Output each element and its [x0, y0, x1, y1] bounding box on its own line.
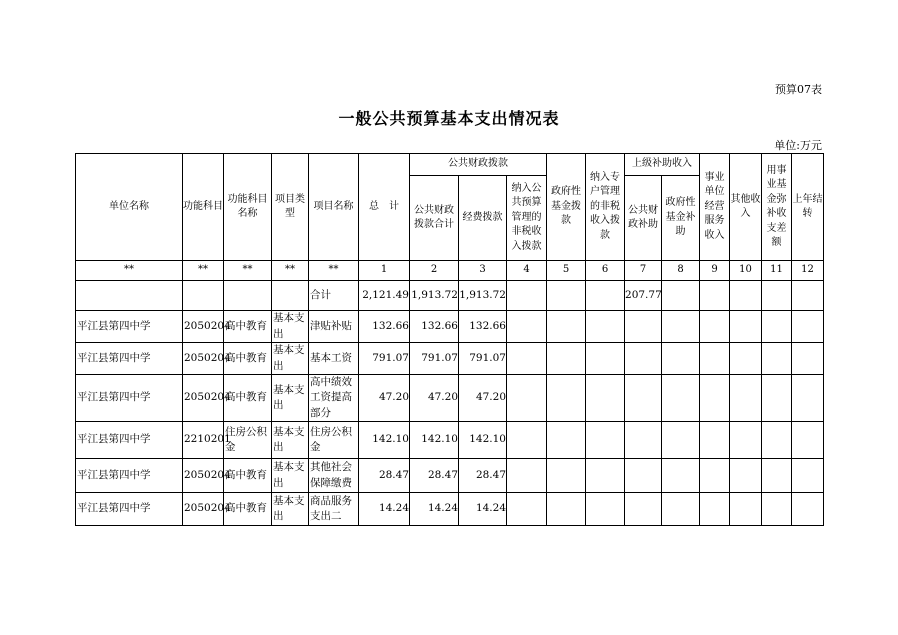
- unit-label: 单位:万元: [774, 139, 822, 152]
- row-unit: 平江县第四中学: [76, 422, 183, 459]
- row-total: 791.07: [359, 343, 410, 375]
- row-func-name: 住房公积金: [224, 422, 272, 459]
- row-type: 基本支出: [272, 422, 309, 459]
- row-unit: 平江县第四中学: [76, 311, 183, 343]
- row-type: 基本支出: [272, 375, 309, 422]
- header-gov-fund-subsidy: 政府性基金补助: [662, 176, 700, 261]
- index-cell: 11: [762, 261, 792, 281]
- index-cell: **: [272, 261, 309, 281]
- header-non-tax-mgmt: 纳入公共预算管理的非税收入拨款: [507, 176, 547, 261]
- row-total: 142.10: [359, 422, 410, 459]
- total-row: [76, 281, 824, 311]
- row-code: 2050204: [183, 375, 224, 422]
- row-func-name: 高中教育: [224, 343, 272, 375]
- row-operating: 142.10: [459, 422, 507, 459]
- row-total: 14.24: [359, 493, 410, 526]
- table-row: [76, 459, 824, 493]
- index-cell: 12: [792, 261, 824, 281]
- index-cell: 7: [625, 261, 662, 281]
- total-public-fiscal: 1,913.72: [410, 281, 459, 311]
- row-total: 28.47: [359, 459, 410, 493]
- header-superior-subsidy: 上级补助收入: [625, 154, 700, 176]
- header-public-fiscal-subsidy: 公共财政补助: [625, 176, 662, 261]
- header-func-code: 功能科目: [183, 154, 224, 261]
- header-item-type: 项目类型: [272, 154, 309, 261]
- header-total: 总 计: [359, 154, 410, 261]
- total-amount: 2,121.49: [359, 281, 410, 311]
- header-operating: 经费拨款: [459, 176, 507, 261]
- row-func-name: 高中教育: [224, 459, 272, 493]
- header-public-fiscal: 公共财政拨款: [410, 154, 547, 176]
- row-unit: 平江县第四中学: [76, 375, 183, 422]
- index-cell: **: [183, 261, 224, 281]
- header-last-year: 上年结转: [792, 154, 824, 261]
- row-public-total: 14.24: [410, 493, 459, 526]
- row-public-total: 142.10: [410, 422, 459, 459]
- row-type: 基本支出: [272, 459, 309, 493]
- row-item: 津贴补贴: [309, 311, 359, 343]
- total-operating: 1,913.72: [459, 281, 507, 311]
- table-row: [76, 343, 824, 375]
- budget-table: [75, 153, 824, 526]
- header-public-fiscal-total: 公共财政拨款合计: [410, 176, 459, 261]
- row-unit: 平江县第四中学: [76, 459, 183, 493]
- header-business-income: 事业单位经营服务收入: [700, 154, 730, 261]
- row-code: 2210201: [183, 422, 224, 459]
- row-item: 住房公积金: [309, 422, 359, 459]
- row-operating: 132.66: [459, 311, 507, 343]
- index-cell: 10: [730, 261, 762, 281]
- header-func-name: 功能科目名称: [224, 154, 272, 261]
- row-operating: 47.20: [459, 375, 507, 422]
- index-cell: 3: [459, 261, 507, 281]
- row-code: 2050204: [183, 343, 224, 375]
- row-item: 高中绩效工资提高部分: [309, 375, 359, 422]
- form-number: 预算07表: [775, 83, 822, 96]
- row-operating: 14.24: [459, 493, 507, 526]
- index-cell: 8: [662, 261, 700, 281]
- index-cell: **: [76, 261, 183, 281]
- header-unit-name: 单位名称: [76, 154, 183, 261]
- total-label: 合计: [309, 281, 359, 311]
- row-total: 47.20: [359, 375, 410, 422]
- row-item: 其他社会保障缴费: [309, 459, 359, 493]
- index-cell: 5: [547, 261, 586, 281]
- row-public-total: 132.66: [410, 311, 459, 343]
- index-cell: 2: [410, 261, 459, 281]
- index-row: [76, 261, 824, 281]
- index-cell: **: [224, 261, 272, 281]
- index-cell: 9: [700, 261, 730, 281]
- table-row: [76, 311, 824, 343]
- table-row: [76, 422, 824, 459]
- row-func-name: 高中教育: [224, 493, 272, 526]
- row-item: 基本工资: [309, 343, 359, 375]
- header-balance-fund: 用事业基金弥补收支差额: [762, 154, 792, 261]
- row-type: 基本支出: [272, 311, 309, 343]
- page-title: 一般公共预算基本支出情况表: [338, 109, 560, 128]
- index-cell: 6: [586, 261, 625, 281]
- table-row: [76, 493, 824, 526]
- header-special-non-tax: 纳入专户管理的非税收入拨款: [586, 154, 625, 261]
- row-code: 2050204: [183, 493, 224, 526]
- header-gov-fund: 政府性基金拨款: [547, 154, 586, 261]
- row-unit: 平江县第四中学: [76, 343, 183, 375]
- header-item-name: 项目名称: [309, 154, 359, 261]
- row-type: 基本支出: [272, 343, 309, 375]
- row-func-name: 高中教育: [224, 375, 272, 422]
- row-operating: 791.07: [459, 343, 507, 375]
- row-code: 2050204: [183, 311, 224, 343]
- row-unit: 平江县第四中学: [76, 493, 183, 526]
- row-func-name: 高中教育: [224, 311, 272, 343]
- total-public-fiscal-subsidy: 207.77: [625, 281, 662, 311]
- index-cell: **: [309, 261, 359, 281]
- header-other-income: 其他收入: [730, 154, 762, 261]
- index-cell: 1: [359, 261, 410, 281]
- row-public-total: 791.07: [410, 343, 459, 375]
- row-operating: 28.47: [459, 459, 507, 493]
- table-row: [76, 375, 824, 422]
- row-public-total: 28.47: [410, 459, 459, 493]
- row-type: 基本支出: [272, 493, 309, 526]
- index-cell: 4: [507, 261, 547, 281]
- row-total: 132.66: [359, 311, 410, 343]
- row-item: 商品服务支出二: [309, 493, 359, 526]
- row-code: 2050204: [183, 459, 224, 493]
- row-public-total: 47.20: [410, 375, 459, 422]
